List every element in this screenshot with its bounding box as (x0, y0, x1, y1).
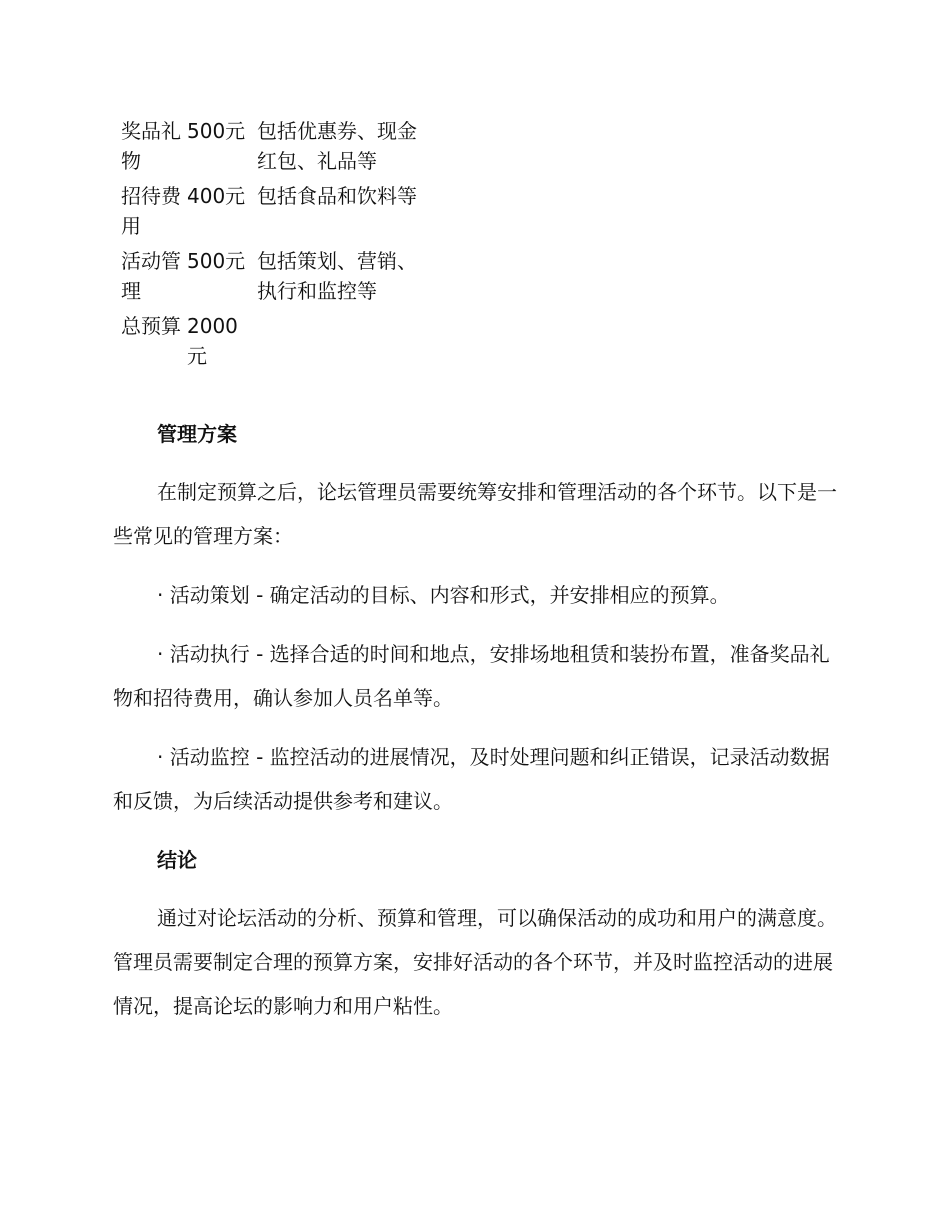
budget-note-cell: 包括优惠券、现金红包、礼品等 (257, 119, 417, 173)
table-row (121, 311, 417, 376)
table-row (121, 116, 417, 181)
budget-note-cell: 包括食品和饮料等 (257, 184, 417, 208)
budget-amount-cell: 400元 (187, 184, 246, 208)
budget-item-cell: 总预算 (121, 314, 181, 338)
document-body (113, 412, 838, 1028)
management-intro: 在制定预算之后，论坛管理员需要统筹安排和管理活动的各个环节。以下是一些常见的管理方案： (113, 480, 837, 548)
management-item-execution: · 活动执行 - 选择合适的时间和地点，安排场地租赁和装扮布置，准备奖品礼物和招待费用，确认参加人员名单等。 (113, 642, 830, 710)
conclusion-heading: 结论 (157, 848, 197, 872)
budget-note-cell (257, 311, 417, 376)
budget-note-cell: 包括策划、营销、执行和监控等 (257, 249, 417, 303)
budget-amount-cell: 500元 (187, 119, 246, 143)
budget-amount-cell: 2000元 (187, 314, 238, 368)
conclusion-text: 通过对论坛活动的分析、预算和管理，可以确保活动的成功和用户的满意度。管理员需要制定合理的预算方案，安排好活动的各个环节，并及时监控活动的进展情况，提高论坛的影响力和用户粘性。 (113, 906, 837, 1018)
budget-amount-cell: 500元 (187, 249, 246, 273)
management-item-monitoring: · 活动监控 - 监控活动的进展情况，及时处理问题和纠正错误，记录活动数据和反馈，为后续活动提供参考和建议。 (113, 745, 830, 813)
budget-item-cell: 招待费用 (121, 184, 181, 238)
budget-item-cell: 活动管理 (121, 249, 181, 303)
management-heading: 管理方案 (157, 422, 237, 446)
budget-item-cell: 奖品礼物 (121, 119, 181, 173)
budget-table (121, 116, 417, 376)
table-row (121, 181, 417, 246)
table-row (121, 246, 417, 311)
management-item-planning: · 活动策划 - 确定活动的目标、内容和形式，并安排相应的预算。 (157, 583, 730, 607)
